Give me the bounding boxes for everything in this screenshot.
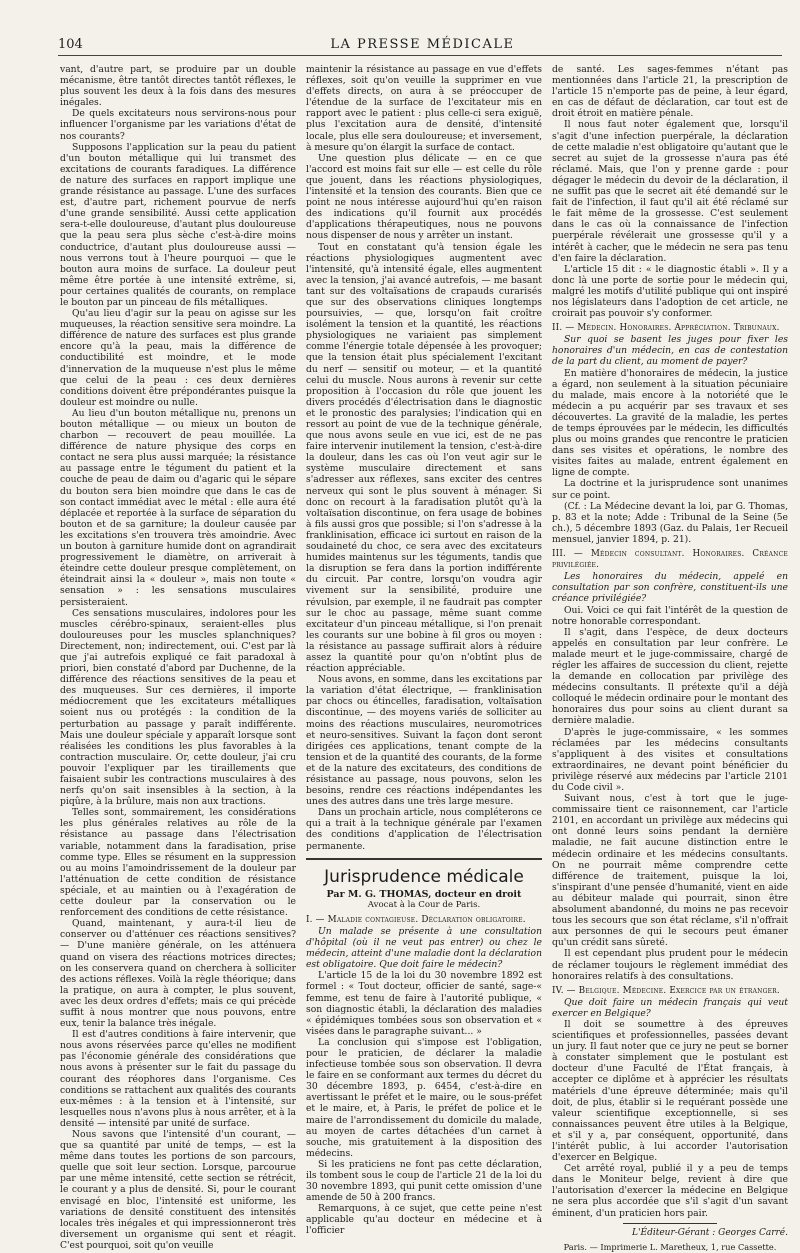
paragraph: Cet arrêté royal, publié il y a peu de temps dans le Moniteur belge, revient à dire que l'autorisation d'exercer la médecine en Belgique ne sera plus accordée que s'il s'agit d'un savant éminent, d'un praticien hors pair.: [552, 1163, 788, 1219]
paragraph: Remarquons, à ce sujet, que cette peine n'est applicable qu'au docteur en médecine et à l'officier: [306, 1203, 542, 1237]
author-byline: Par M. G. THOMAS, docteur en droit: [326, 888, 522, 900]
paragraph: (Cf. : La Médecine devant la loi, par G. Thomas, p. 83 et la note; Adde : Tribunal de la Seine (5e ch.), 5 décembre 1893 (Gaz. du Palais, 1er Recueil mensuel, janvier 1894, p. 21).: [552, 500, 789, 545]
paragraph: L'article 15 de la loi du 30 novembre 1892 est formel : « Tout docteur, officier de santé, sage-« femme, est tenu de faire à l'autorité publique, « son diagnostic établi, la déclaration des maladies « épidémiques tombées sous son observation et « visées dans le paragraphe suivant... »: [306, 970, 542, 1037]
paragraph: Ces sensations musculaires, indolores pour les muscles cérébro-spinaux, seraient-elles plus douloureuses pour les muscles splanchniques? Directement, non; indirectement, oui. C'est par là que j'ai autrefois expliqué ce fait paradoxal à priori, bien constaté d'abord par Duchenne, de la différence des réactions sensitives de la peau et des muqueuses. Sur ces dernières, il importe médiocrement que les excitateurs métalliques soient nus ou protégés : la condition de la perturbation au passage y paraît indifférente. Mais une douleur spéciale y apparaît lorsque sont réalisées les conditions les plus favorables à la contraction musculaire. Or, cette douleur, j'ai cru pouvoir l'expliquer par les tiraillements que faisaient subir les contractions musculaires à des nerfs qu'on sait insensibles à la section, à la piqûre, à la brûlure, mais non aux tractions.: [60, 607, 296, 808]
question-lead: Les honoraires du médecin, appelé en consultation par son confrère, constituent-ils une créance privilégiée?: [552, 571, 788, 605]
question-lead: Un malade se présente à une consultation d'hôpital (où il ne veut pas entrer) ou chez le médecin, atteint d'une maladie dont la déclaration est obligatoire. Que doit faire le médecin?: [306, 925, 542, 971]
printer-imprint: Paris. — Imprimerie L. Maretheux, 1, rue Cassette.: [563, 1241, 777, 1252]
paragraph: Il nous faut noter également que, lorsqu'il s'agit d'une infection puerpérale, la déclaration de cette maladie n'est obligatoire qu'autant que le secret au sujet de la grossesse n'aura pas été réclamé. Mais, que l'on y prenne garde : pour dégager le médecin du devoir de la déclaration, il ne suffit pas que le secret ait été demandé sur le fait de l'infection, il faut qu'il ait été réclamé sur le fait même de la grossesse. C'est seulement dans le cas où la connaissance de l'infection puerpérale révélerait une grossesse qu'il y a intérêt à cacher, que le médecin ne sera pas tenu d'en faire la déclaration.: [552, 119, 788, 264]
column-3: [552, 64, 789, 1252]
paragraph: L'article 15 dit : « le diagnostic établi ». Il y a donc là une porte de sortie pour le médecin qui, malgré les motifs d'utilité publique qui ont inspiré nos législateurs dans l'adoption de cet article, ne croirait pas pouvoir s'y conformer.: [552, 263, 788, 320]
paragraph: Qu'au lieu d'agir sur la peau on agisse sur les muqueuses, la réaction sensitive sera moindre. La différence de nature des surfaces est plus grande encore qu'à la peau, mais la différence de conductibilité est moindre, et le mode d'innervation de la muqueuse n'est plus le même que celui de la peau : ces deux dernières conditions doivent être prépondérantes puisque la douleur est moindre ou nulle.: [60, 308, 296, 408]
paragraph: Nous savons que l'intensité d'un courant, — que sa quantité par unité de temps, — est la même dans toutes les portions de son parcours, quelle que soit leur section. Lorsque, parcourue par une même intensité, cette section se rétrécit, le courant y a plus de densité. Si, pour le courant envisagé en bloc, l'intensité est uniforme, les variations de densité constituent des intensités locales très inégales et qui impressionneront très diversement un organisme qui sent et réagit. C'est pourquoi, soit qu'on veuille: [60, 1129, 296, 1251]
paragraph: Nous avons, en somme, dans les excitations par la variation d'état électrique, — franklinisation par chocs ou étincelles, faradisation, voltaïsation discontinue, — des moyens variés de solliciter au moins des réactions musculaires, neuromotrices et neuro-sensitives. Suivant la façon dont seront dirigées ces applications, tenant compte de la tension et de la quantité des courants, de la forme et de la nature des excitateurs, des conditions de résistance au passage, nous pouvons, selon les besoins, rendre ces réactions indépendantes les unes des autres dans une très large mesure.: [306, 674, 542, 808]
paragraph: Suivant nous, c'est à tort que le juge-commissaire tient ce raisonnement, car l'article 2101, en accordant un privilège aux médecins qui ont donné leurs soins pendant la dernière maladie, ne fait aucune distinction entre le médecin ordinaire et les médecins consultants. On ne pourrait même comprendre cette différence de traitement, puisque la loi, s'inspirant d'une pensée d'humanité, vient en aide au débiteur malade qui pourrait, sinon être absolument abandonné, du moins ne pas recevoir tous les secours que son état réclame, s'il n'offrait aux personnes de qui le secours peut émaner qu'un crédit sans sûreté.: [552, 793, 788, 949]
paragraph: Il est d'autres conditions à faire intervenir, que nous avons réservées parce qu'elles ne modifient pas l'économie générale des considérations que nous avons à présenter sur le fait du passage du courant des réophores dans l'organisme. Ces conditions se rattachent aux qualités des courants eux-mêmes : à la tension et à l'intensité, sur lesquelles nous n'avons plus à nous arrêter, et à la densité — intensité par unité de surface.: [60, 1029, 296, 1129]
paragraph: Supposons l'application sur la peau du patient d'un bouton métallique qui lui transmet des excitations de courants faradiques. La différence de nature des surfaces en rapport implique une grande résistance au passage. L'une des surfaces est, d'autre part, richement pourvue de nerfs d'une grande sensibilité. Aussi cette application sera-t-elle douloureuse, d'autant plus douloureuse que la peau sera plus sèche c'est-à-dire moins conductrice, d'autant plus douloureuse aussi — nous verrons tout à l'heure pourquoi — que le bouton aura moins de surface. La douleur peut même être portée à une intensité extrême, si, pour certaines qualités de courants, on remplace le bouton par un pinceau de fils métalliques.: [60, 141, 296, 308]
author-role: Avocat à la Cour de Paris.: [367, 899, 481, 910]
paragraph: Il est cependant plus prudent pour le médecin de réclamer toujours le règlement immédiat des honoraires relatifs à des consultations.: [552, 948, 788, 982]
page-number: 104: [58, 37, 83, 52]
paragraph: Une question plus délicate — en ce que l'accord est moins fait sur elle — est celle du rôle que jouent, dans les réactions physiologiques, l'intensité et la tension des courants. Bien que ce point ne nous intéresse aujourd'hui qu'en raison des indications qu'il fournit aux procédés d'applications thérapeutiques, nous ne pouvons nous dispenser de nous y arrêter un instant.: [306, 152, 542, 242]
jurisprudence-section: [306, 858, 542, 1237]
paragraph: Tout en constatant qu'à tension égale les réactions physiologiques augmentent avec l'intensité, qu'à intensité égale, elles augmentent avec la tension, j'ai avancé autrefois, — me basant tant sur des voltaïsations de crapauds curarisés que sur des observations cliniques longtemps poursuivies, — que, lorsqu'on fait croître isolément la tension et la quantité, les réactions physiologiques ne variaient pas simplement comme l'énergie totale dépensée à les provoquer; que la tension était plus spécialement l'excitant du nerf — sensitif ou moteur, — et la quantité celui du muscle. Nous aurons à revenir sur cette proposition à l'occasion du rôle que jouent les divers procédés d'électrisation dans le diagnostic et le pronostic des paralysies; l'indication qui en ressort au point de vue de la technique générale, que nous avons seule en vue ici, est de ne pas faire intervenir inutilement la tension, c'est-à-dire la douleur, dans les cas où l'on veut agir sur le système musculaire directement et sans s'adresser aux réflexes, sans exciter des centres nerveux qui sont le plus souvent à ménager. Si donc on recourt à la faradisation plutôt qu'à la voltaïsation discontinue, on fera usage de bobines à fils aussi gros que possible; si l'on s'adresse à la franklinisation, efficace ici surtout en raison de la soudaineté du choc, ce sera avec des excitateurs humides maintenus sur les téguments, tandis que la disruption se fera dans la portion indifférente du circuit. Par contre, lorsqu'on voudra agir vivement sur la sensibilité, produire une révulsion, par exemple, il ne faudrait pas compter sur le choc au passage, même suant comme excitateur d'un pinceau métallique, si l'on prenait les courants sur une bobine à fil gros ou moyen : la résistance au passage suffirait alors à réduire assez la quantité pour qu'on n'obtînt plus de réaction appréciable.: [306, 241, 542, 675]
journal-title: LA PRESSE MÉDICALE: [330, 37, 515, 52]
editor-signoff: L'Éditeur-Gérant : Georges Carré.: [632, 1227, 788, 1238]
paragraph: Quand, maintenant, y aura-t-il lieu de conserver ou d'atténuer ces réactions sensitives? — D'une manière générale, on les atténuera quand on visera des réactions motrices directes; on les conservera quand on cherchera à solliciter des actions réflexes. Voilà la règle théorique; dans la pratique, on aura à compter, le plus souvent, avec les deux ordres d'effets; mais ce qui précède suffit à nous montrer que nous pouvons, entre eux, tenir la balance très inégale.: [60, 918, 296, 1030]
question-lead: Sur quoi se basent les juges pour fixer les honoraires d'un médecin, en cas de contestation de la part du client, au moment de payer?: [552, 334, 788, 368]
paragraph: Il doit se soumettre à des épreuves scientifiques et professionnelles, passées devant un jury. Il faut noter que ce jury ne peut se borner à constater simplement que le postulant est docteur d'une Faculté de l'État français, à accepter ce diplôme et à apprécier les résultats matériels d'une épreuve déterminée; mais qu'il doit, de plus, établir si le requérant possède une valeur scientifique exceptionnelle, si ses connaissances peuvent être utiles à la Belgique, et s'il y a, par conséquent, opportunité, dans l'intérêt public, à lui accorder l'autorisation d'exercer en Belgique.: [552, 1018, 788, 1164]
divider: [623, 1223, 717, 1224]
section-title: Jurisprudence médicale: [324, 866, 524, 887]
subsection-heading: I. — Maladie contagieuse. Déclaration obligatoire.: [306, 914, 526, 925]
paragraph: Telles sont, sommairement, les considérations les plus générales relatives au rôle de la résistance au passage dans l'électrisation variable, notamment dans la faradisation, prise comme type. Elles se résument en la suppression ou au moins l'amoindrissement de la douleur par l'atténuation de cette condition de résistance spéciale, et au maintien ou à l'exagération de cette douleur par la conservation ou le renforcement des conditions de cette résistance.: [60, 807, 296, 919]
paragraph: Oui. Voici ce qui fait l'intérêt de la question de notre honorable correspondant.: [552, 604, 788, 627]
page-header: [58, 30, 782, 56]
column-1: [60, 64, 296, 1251]
paragraph: vant, d'autre part, se produire par un double mécanisme, être tantôt directes tantôt réflexes, le plus souvent les deux à la fois dans des mesures inégales.: [60, 64, 296, 109]
subsection-heading: II. — Médecin. Honoraires. Appréciation. Tribunaux.: [552, 323, 780, 334]
paragraph: Dans un prochain article, nous compléterons ce qui a trait à la technique générale par l'examen des conditions d'application de l'électrisation permanente.: [306, 807, 542, 852]
paragraph: En matière d'honoraires de médecin, la justice a égard, non seulement à la situation pécuniaire du malade, mais encore à la notoriété que le médecin a pu acquérir par ses travaux et ses découvertes. La gravité de la maladie, les pertes de temps éprouvées par le médecin, les difficultés plus ou moins grandes que rencontre le praticien dans ses visites et opérations, le nombre des visites faites au malade, entrent également en ligne de compte.: [552, 367, 788, 479]
paragraph: Au lieu d'un bouton métallique nu, prenons un bouton métallique — ou mieux un bouton de charbon — recouvert de peau mouillée. La différence de nature physique des corps en contact ne sera plus aussi marquée; la résistance au passage entre le tégument du patient et la couche de peau de daim ou d'agaric qui le sépare du bouton sera bien moindre que dans le cas de son contact immédiat avec le métal : elle aura été déplacée et reportée à la surface de séparation du bouton et de sa garniture; la douleur causée par les excitations s'en trouvera très amoindrie. Avec un bouton à garniture humide dont on agrandirait progressivement le diamètre, on arriverait à éteindre cette douleur presque complètement, on éteindrait ainsi la « douleur », mais non toute « sensation » : les sensations musculaires persisteraient.: [60, 407, 296, 608]
subsection-heading: IV. — Belgique. Médecine. Exercice par un étranger.: [552, 985, 780, 996]
column-2: [306, 64, 542, 1237]
paragraph: Si les praticiens ne font pas cette déclaration, ils tombent sous le coup de l'article 21 de la loi du 30 novembre 1893, qui punit cette omission d'une amende de 50 à 200 francs.: [306, 1158, 542, 1204]
paragraph: de santé. Les sages-femmes n'étant pas mentionnées dans l'article 21, la prescription de l'article 15 n'emporte pas de peine, à leur égard, en cas de défaut de déclaration, car tout est de droit étroit en matière pénale.: [552, 64, 788, 120]
paragraph: Il s'agit, dans l'espèce, de deux docteurs appelés en consultation par leur confrère. Le malade meurt et le juge-commissaire, chargé de régler les affaires de succession du client, rejette la demande en collocation par privilège des médecins consultants. Il prétexte qu'il a déjà colloqué le médecin ordinaire pour le montant des honoraires dus pour soins au client durant sa dernière maladie.: [552, 626, 788, 727]
paragraph: D'après le juge-commissaire, « les sommes réclamées par les médecins consultants s'appliquent à des visites et consultations extraordinaires, ne devant point bénéficier du privilège réservé aux médecins par l'article 2101 du Code civil ».: [552, 726, 788, 793]
subsection-heading: III. — Médecin consultant. Honoraires. Créance privilégiée.: [552, 549, 788, 571]
paragraph: maintenir la résistance au passage en vue d'effets réflexes, soit qu'on veuille la supprimer en vue d'effets directs, on aura à se préoccuper de l'étendue de la surface de l'excitateur mis en rapport avec le patient : plus celle-ci sera exiguë, plus l'excitation aura de densité, d'intensité locale, plus elle sera douloureuse; et inversement, à mesure qu'on élargit la surface de contact.: [306, 64, 542, 153]
paragraph: De quels excitateurs nous servirons-nous pour influencer l'organisme par les variations d'état de nos courants?: [60, 108, 296, 142]
paragraph: La doctrine et la jurisprudence sont unanimes sur ce point.: [552, 478, 788, 501]
question-lead: Que doit faire un médecin français qui veut exercer en Belgique?: [552, 996, 788, 1019]
paragraph: La conclusion qui s'impose est l'obligation, pour le praticien, de déclarer la maladie infectieuse tombée sous son observation. Il devra le faire en se conformant aux termes du décret du 30 décembre 1893, p. 6454, c'est-à-dire en avertissant le préfet et le maire, ou le sous-préfet et le maire, et, à Paris, le préfet de police et le maire de l'arrondissement du domicile du malade, au moyen de cartes détachées d'un carnet à souche, mis gratuitement à la disposition des médecins.: [306, 1036, 542, 1159]
